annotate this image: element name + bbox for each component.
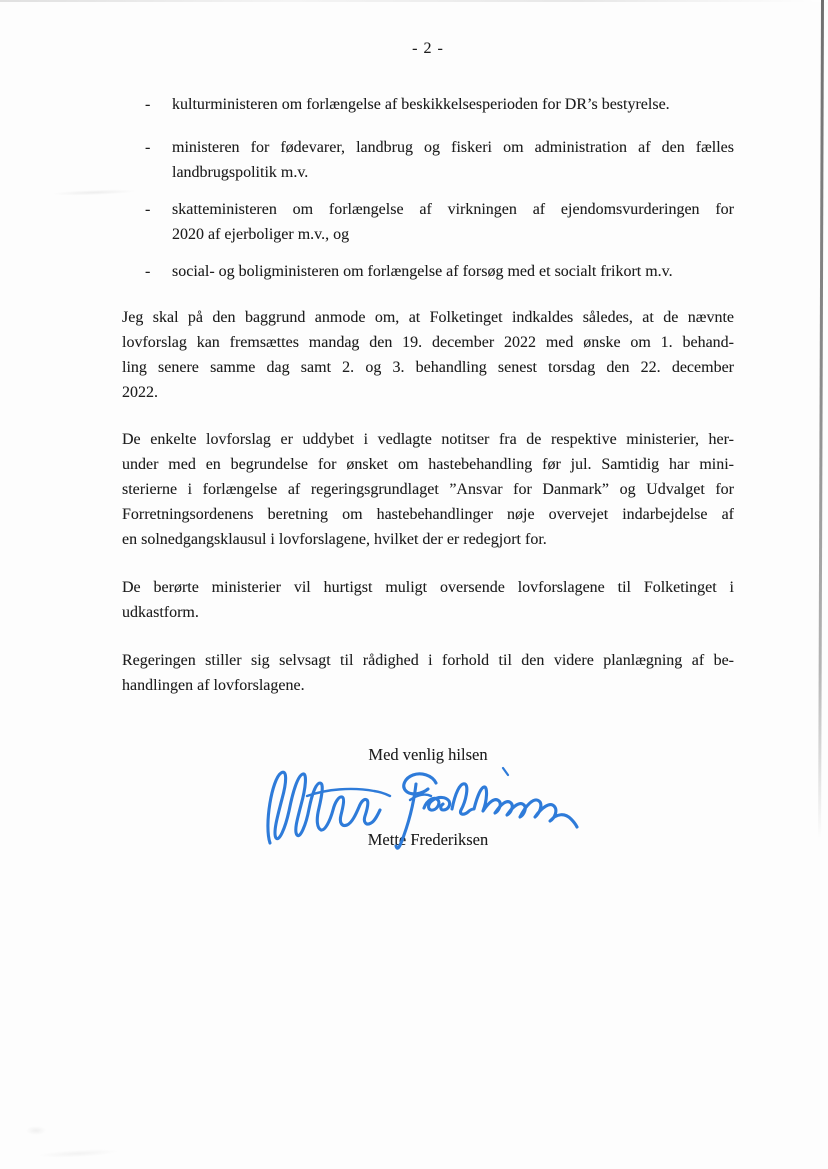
scan-artifact-smudge	[52, 189, 136, 197]
bullet-marker: -	[145, 201, 151, 218]
bullet-item	[145, 135, 734, 185]
paragraph: Regeringen stiller sig selvsagt til rådighed i forhold til den videre planlægning af be- handlingen af lovforslagene.	[122, 652, 734, 694]
paragraph: De enkelte lovforslag er uddybet i vedlagte notitser fra de respektive ministerier, her- under med en begrundelse for ønsket om hastebehandling før jul. Samtidig har mini- sterierne i forlængelse af regeringsgrundlaget ”Ansvar for Danmark” og Udvalget for Forretningsordenens beretning om hastebehandlinger nøje overvejet indarbejdelse af en solnedgangsklausul i lovforslagene, hvilket der er redegjort for.	[122, 431, 734, 548]
bullet-marker: -	[145, 139, 151, 156]
bullet-item	[145, 259, 734, 284]
bullet-text: ministeren for fødevarer, landbrug og fiskeri om administration af den fælles landbrugspolitik m.v.	[172, 139, 734, 181]
paragraph: De berørte ministerier vil hurtigst muligt oversende lovforslagene til Folketinget i udkastform.	[122, 579, 734, 621]
paragraph: Jeg skal på den baggrund anmode om, at Folketinget indkaldes således, at de nævnte lovforslag kan fremsættes mandag den 19. december 2022 med ønske om 1. behand- ling senere samme dag samt 2. og 3. behandling senest torsdag den 22. december 2022.	[122, 309, 734, 401]
scan-artifact-top-edge	[0, 0, 828, 2]
bullet-text: social- og boligministeren om forlængelse af forsøg med et socialt frikort m.v.	[172, 263, 673, 280]
page-number: - 2 -	[412, 40, 444, 57]
bullet-text: kulturministeren om forlængelse af beskikkelsesperioden for DR’s bestyrelse.	[172, 96, 670, 113]
bullet-marker: -	[145, 96, 151, 113]
valediction: Med venlig hilsen	[368, 745, 488, 764]
scan-artifact-smudge	[26, 1126, 46, 1135]
bullet-item	[145, 197, 734, 247]
scan-artifact-right-edge-line	[818, 0, 823, 838]
scan-artifact-smudge	[38, 1148, 118, 1159]
signer-name: Mette Frederiksen	[367, 830, 489, 849]
bullet-item	[145, 92, 734, 117]
bullet-marker: -	[145, 263, 151, 280]
bullet-text: skatteministeren om forlængelse af virkningen af ejendomsvurderingen for 2020 af ejerboliger m.v., og	[172, 201, 734, 243]
